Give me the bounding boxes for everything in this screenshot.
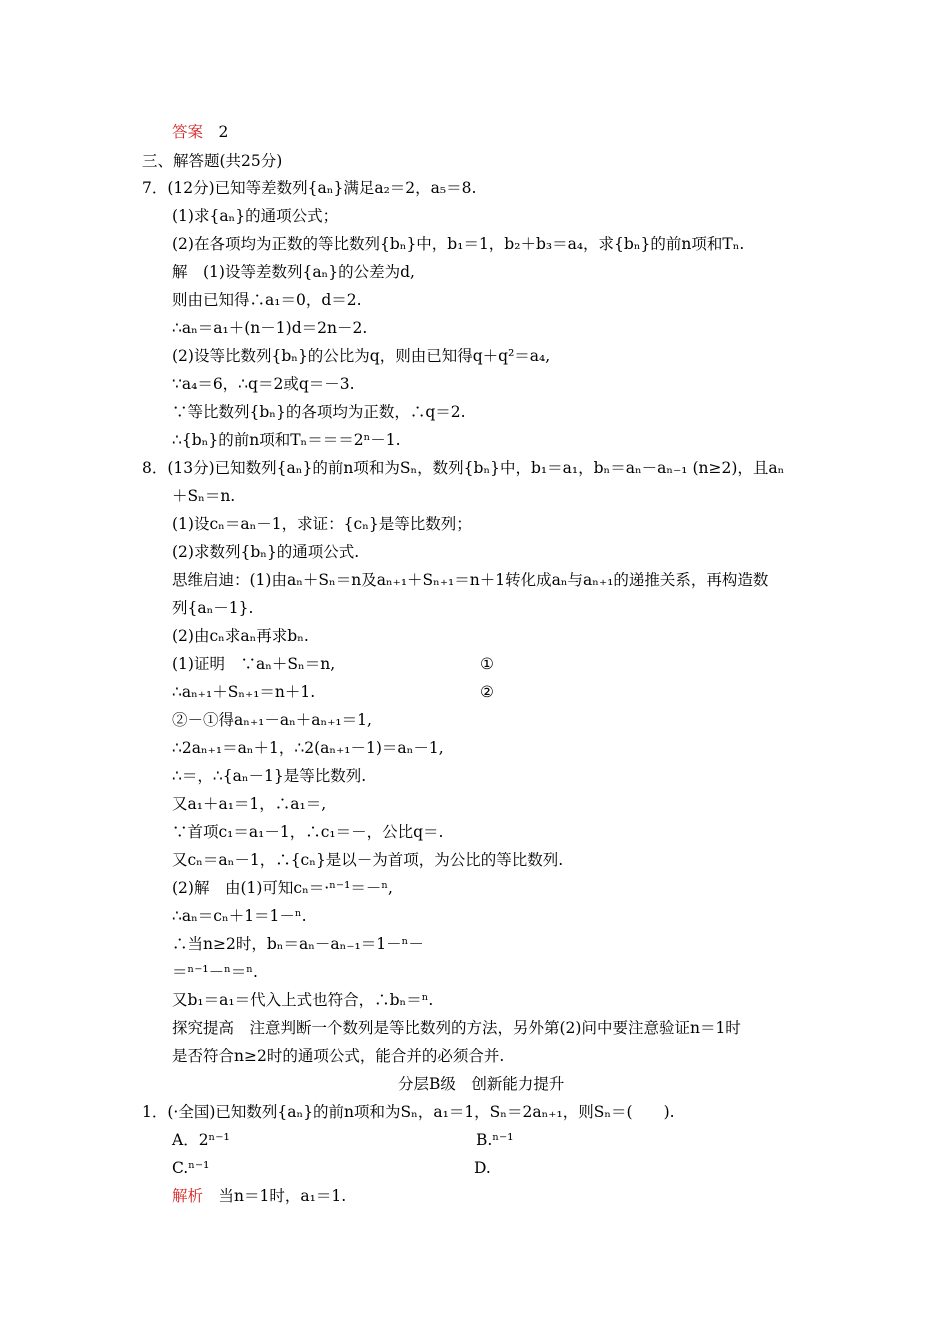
q8-proof-line: ∴当n≥2时，bₙ＝aₙ－aₙ₋₁＝1－ⁿ－ bbox=[172, 935, 424, 953]
q8-proof-line: (2)解 由(1)可知cₙ＝·ⁿ⁻¹＝－ⁿ, bbox=[172, 879, 393, 897]
q8-explore-line2: 是否符合n≥2时的通项公式，能合并的必须合并. bbox=[172, 1047, 505, 1065]
equation-mark-1: ① bbox=[480, 655, 494, 673]
q8-part1: (1)设cₙ＝aₙ－1，求证：{cₙ}是等比数列； bbox=[172, 515, 472, 533]
q8-proof-line: ∴aₙ＝cₙ＋1＝1－ⁿ. bbox=[172, 907, 307, 925]
q7-solution-line: 则由已知得∴a₁＝0，d＝2. bbox=[172, 291, 362, 309]
section-header: 三、解答题(共25分) bbox=[142, 152, 283, 170]
equation-mark-2: ② bbox=[480, 683, 494, 701]
analysis-label: 解析 bbox=[172, 1187, 204, 1205]
b1-analysis bbox=[172, 1186, 346, 1206]
option-a: A．2ⁿ⁻¹ bbox=[172, 1131, 230, 1149]
q7-solution-line: ∵等比数列{bₙ}的各项均为正数，∴q＝2. bbox=[172, 403, 466, 421]
q8-proof-line: ＝ⁿ⁻¹－ⁿ＝ⁿ. bbox=[172, 963, 258, 981]
option-d: D. bbox=[474, 1159, 491, 1177]
q8-hint-line1: 思维启迪：(1)由aₙ＋Sₙ＝n及aₙ₊₁＋Sₙ₊₁＝n＋1转化成aₙ与aₙ₊₁的递推关系，再构造数 bbox=[172, 571, 769, 589]
q8-stem-line2: ＋Sₙ＝n. bbox=[172, 487, 236, 505]
q8-proof-line: ②－①得aₙ₊₁－aₙ＋aₙ₊₁＝1, bbox=[172, 711, 372, 729]
q8-stem-line1: 8．(13分)已知数列{aₙ}的前n项和为Sₙ，数列{bₙ}中，b₁＝a₁，bₙ＝aₙ－aₙ₋₁ (n≥2)，且aₙ bbox=[142, 459, 785, 477]
q7-solution-line: ∴{bₙ}的前n项和Tₙ＝＝＝2ⁿ－1. bbox=[172, 431, 401, 449]
option-c: C.ⁿ⁻¹ bbox=[172, 1159, 210, 1177]
q8-proof-line: 又cₙ＝aₙ－1，∴{cₙ}是以－为首项，为公比的等比数列. bbox=[172, 851, 564, 869]
q7-part1: (1)求{aₙ}的通项公式； bbox=[172, 207, 339, 225]
b1-stem: 1．(·全国)已知数列{aₙ}的前n项和为Sₙ，a₁＝1，Sₙ＝2aₙ₊₁，则Sₙ＝( ). bbox=[142, 1103, 675, 1121]
q7-stem: 7．(12分)已知等差数列{aₙ}满足a₂＝2，a₅＝8. bbox=[142, 179, 477, 197]
q8-proof-line2: ∴aₙ₊₁＋Sₙ₊₁＝n＋1. bbox=[172, 683, 316, 701]
q7-solution-line: (2)设等比数列{bₙ}的公比为q，则由已知得q＋q²＝a₄, bbox=[172, 347, 551, 365]
q7-solution-line: 解 (1)设等差数列{aₙ}的公差为d, bbox=[172, 263, 415, 281]
answer-label: 答案 bbox=[172, 123, 204, 141]
q7-part2: (2)在各项均为正数的等比数列{bₙ}中，b₁＝1，b₂＋b₃＝a₄，求{bₙ}的前n项和Tₙ. bbox=[172, 235, 745, 253]
q8-hint-line3: (2)由cₙ求aₙ再求bₙ. bbox=[172, 627, 309, 645]
q7-solution-line: ∴aₙ＝a₁＋(n－1)d＝2n－2. bbox=[172, 319, 368, 337]
analysis-text: 当n＝1时，a₁＝1. bbox=[218, 1187, 347, 1205]
q8-proof-line1: (1)证明 ∵aₙ＋Sₙ＝n, bbox=[172, 655, 336, 673]
option-b: B.ⁿ⁻¹ bbox=[476, 1131, 514, 1149]
level-b-title: 分层B级 创新能力提升 bbox=[398, 1075, 565, 1093]
q8-part2: (2)求数列{bₙ}的通项公式. bbox=[172, 543, 360, 561]
q7-solution-line: ∵a₄＝6，∴q＝2或q＝－3. bbox=[172, 375, 355, 393]
q8-explore-line1: 探究提高 注意判断一个数列是等比数列的方法，另外第(2)问中要注意验证n＝1时 bbox=[172, 1019, 741, 1037]
answer-value: 2 bbox=[218, 123, 229, 141]
q8-proof-line: 又a₁＋a₁＝1，∴a₁＝, bbox=[172, 795, 327, 813]
q8-proof-line: ∴＝，∴{aₙ－1}是等比数列. bbox=[172, 767, 367, 785]
q8-proof-line: 又b₁＝a₁＝代入上式也符合，∴bₙ＝ⁿ. bbox=[172, 991, 434, 1009]
answer-line bbox=[172, 122, 228, 142]
q8-hint-line2: 列{aₙ－1}. bbox=[172, 599, 254, 617]
q8-proof-line: ∵首项c₁＝a₁－1，∴c₁＝－，公比q＝. bbox=[172, 823, 444, 841]
q8-proof-line: ∴2aₙ₊₁＝aₙ＋1，∴2(aₙ₊₁－1)＝aₙ－1, bbox=[172, 739, 444, 757]
